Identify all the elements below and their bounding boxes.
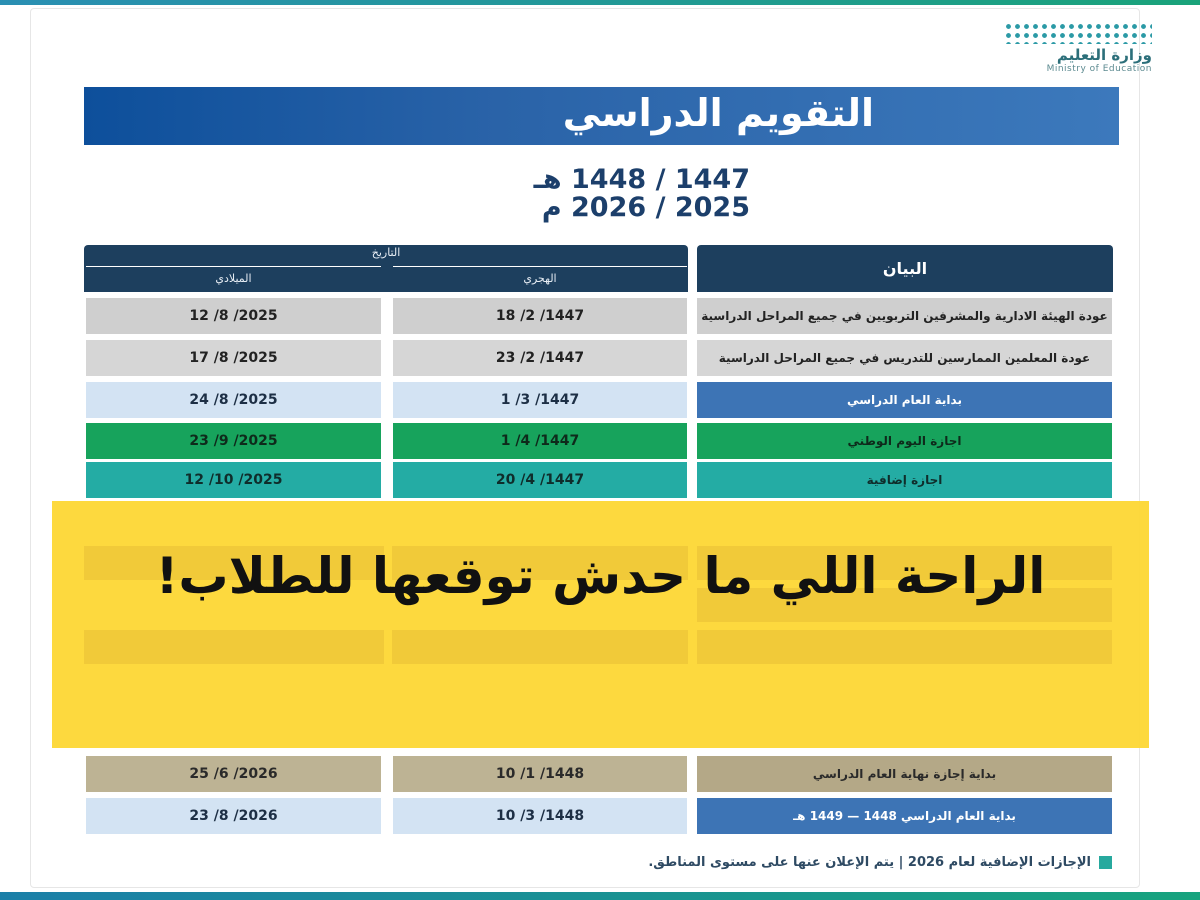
event-label-cell: عودة المعلمين الممارسين للتدريس في جميع المراحل الدراسية	[697, 340, 1112, 376]
hijri-column-header: الهجري	[393, 266, 687, 291]
hijri-date-cell: 18 /2 /1447	[393, 298, 687, 334]
hijri-years: 1447 / 1448 هـ	[533, 164, 750, 195]
title-banner	[84, 87, 1119, 145]
gregorian-date-cell: 12 /10 /2025	[86, 462, 381, 498]
ministry-logo	[1002, 22, 1152, 72]
hijri-date-cell: 10 /3 /1448	[393, 798, 687, 834]
statement-column-header: البيان	[697, 245, 1113, 292]
hijri-date-cell: 23 /2 /1447	[393, 340, 687, 376]
logo-name: وزارة التعليم	[1056, 46, 1152, 64]
bottom-accent-bar	[0, 892, 1200, 900]
event-label-cell: بداية العام الدراسي 1448 — 1449 هـ	[697, 798, 1112, 834]
top-accent-bar	[0, 0, 1200, 5]
gregorian-date-cell: 17 /8 /2025	[86, 340, 381, 376]
gregorian-date-cell: 23 /9 /2025	[86, 423, 381, 459]
footer-note	[648, 855, 1112, 870]
event-label-cell: اجازة إضافية	[697, 462, 1112, 498]
headline-text: الراحة اللي ما حدش توقعها للطلاب!	[155, 547, 1046, 605]
gregorian-date-cell: 23 /8 /2026	[86, 798, 381, 834]
gregorian-date-cell: 25 /6 /2026	[86, 756, 381, 792]
hijri-date-cell: 1 /4 /1447	[393, 423, 687, 459]
hijri-date-cell: 10 /1 /1448	[393, 756, 687, 792]
event-label-cell: اجازة اليوم الوطني	[697, 423, 1112, 459]
gregorian-years: 2025 / 2026 م	[541, 192, 750, 223]
logo-dots-icon	[1004, 22, 1152, 44]
gregorian-date-cell: 24 /8 /2025	[86, 382, 381, 418]
headline-overlay	[52, 501, 1149, 748]
gregorian-column-header: الميلادي	[86, 266, 381, 291]
event-label-cell: بداية العام الدراسي	[697, 382, 1112, 418]
hijri-date-cell: 1 /3 /1447	[393, 382, 687, 418]
page-title: التقويم الدراسي	[562, 91, 874, 135]
date-header-label: التاريخ	[371, 246, 401, 259]
gregorian-date-cell: 12 /8 /2025	[86, 298, 381, 334]
event-label-cell: بداية إجازة نهاية العام الدراسي	[697, 756, 1112, 792]
legend-square-icon	[1099, 856, 1112, 869]
event-label-cell: عودة الهيئة الادارية والمشرفين التربويين في جميع المراحل الدراسية	[697, 298, 1112, 334]
footer-note-text: الإجازات الإضافية لعام 2026 | يتم الإعلان عنها على مستوى المناطق.	[648, 855, 1091, 870]
logo-subtitle: Ministry of Education	[1046, 64, 1152, 74]
hijri-date-cell: 20 /4 /1447	[393, 462, 687, 498]
